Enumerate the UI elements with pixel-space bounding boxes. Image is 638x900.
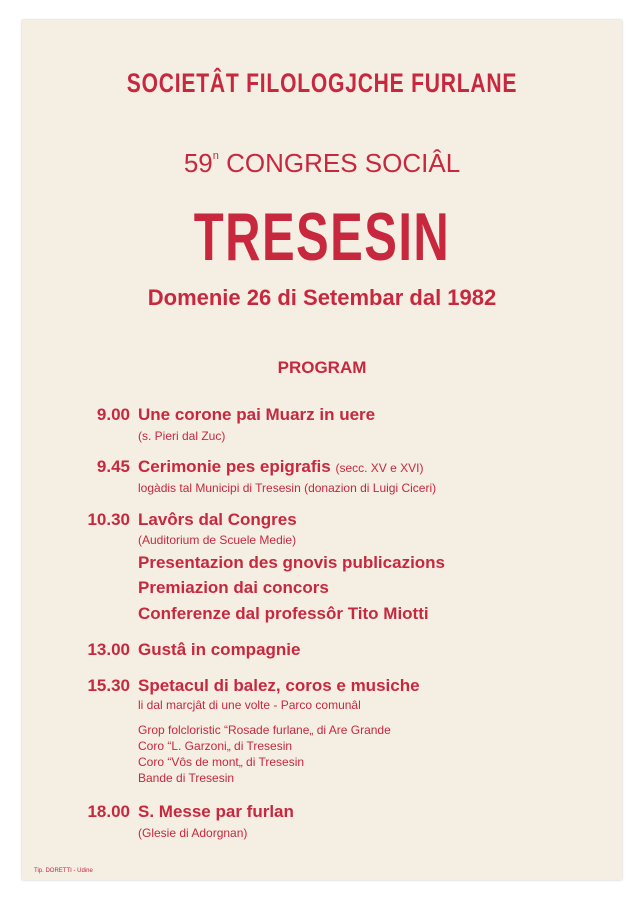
program-note: (s. Pieri dal Zuc) <box>138 429 226 443</box>
program-heading: PROGRAM <box>277 358 367 377</box>
program-time: 15.30 <box>87 676 130 695</box>
program-note: (Glesie di Adorgnan) <box>138 826 248 840</box>
program-note: (Auditorium de Scuele Medie) <box>138 533 297 547</box>
program-activity: S. Messe par furlan <box>138 802 294 821</box>
program-note: Bande di Tresesin <box>138 771 235 785</box>
program-note: Coro “L. Garzoni„ di Tresesin <box>138 739 293 753</box>
program-activity: Cerimonie pes epigrafis <box>138 457 331 476</box>
program-note: Coro “Vôs de mont„ di Tresesin <box>138 755 305 769</box>
event-date: Domenie 26 di Setembar dal 1982 <box>147 285 497 310</box>
printer-credit: Tip. DORETTI - Udine <box>34 868 93 874</box>
congress-title <box>22 148 622 179</box>
program-activity-line <box>138 457 424 477</box>
program-activity: Gustâ in compagnie <box>138 640 301 659</box>
program-activity: Spetacul di balez, coros e musiche <box>138 676 420 695</box>
program-activity: Presentazion des gnovis publicazions <box>138 553 446 572</box>
program-activity: Conferenze dal professôr Tito Miotti <box>138 604 429 623</box>
program-time: 18.00 <box>87 802 130 821</box>
congress-superscript: n <box>212 150 219 162</box>
congress-name: CONGRES SOCIÂL <box>226 148 461 178</box>
organization-title: SOCIETÂT FILOLOGJCHE FURLANE <box>126 68 518 98</box>
program-time: 9.45 <box>96 457 130 476</box>
program-time: 10.30 <box>87 510 130 529</box>
poster <box>22 20 622 880</box>
program-time: 13.00 <box>87 640 130 659</box>
program-note: logàdis tal Municipi di Tresesin (donazion di Luigi Ciceri) <box>138 481 437 495</box>
program-note: Grop folcloristic “Rosade furlane„ di Are Grande <box>138 723 391 737</box>
program-inline-note: (secc. XV e XVI) <box>335 461 424 475</box>
program-activity: Premiazion dai concors <box>138 578 329 597</box>
program-note: li dal marcjât di une volte - Parco comunâl <box>138 698 361 712</box>
program-time: 9.00 <box>96 405 130 424</box>
program-activity: Une corone pai Muarz in uere <box>138 405 376 424</box>
program-activity: Lavôrs dal Congres <box>138 510 297 529</box>
town-title: TRESESIN <box>193 199 451 275</box>
congress-number: 59 <box>183 148 213 178</box>
